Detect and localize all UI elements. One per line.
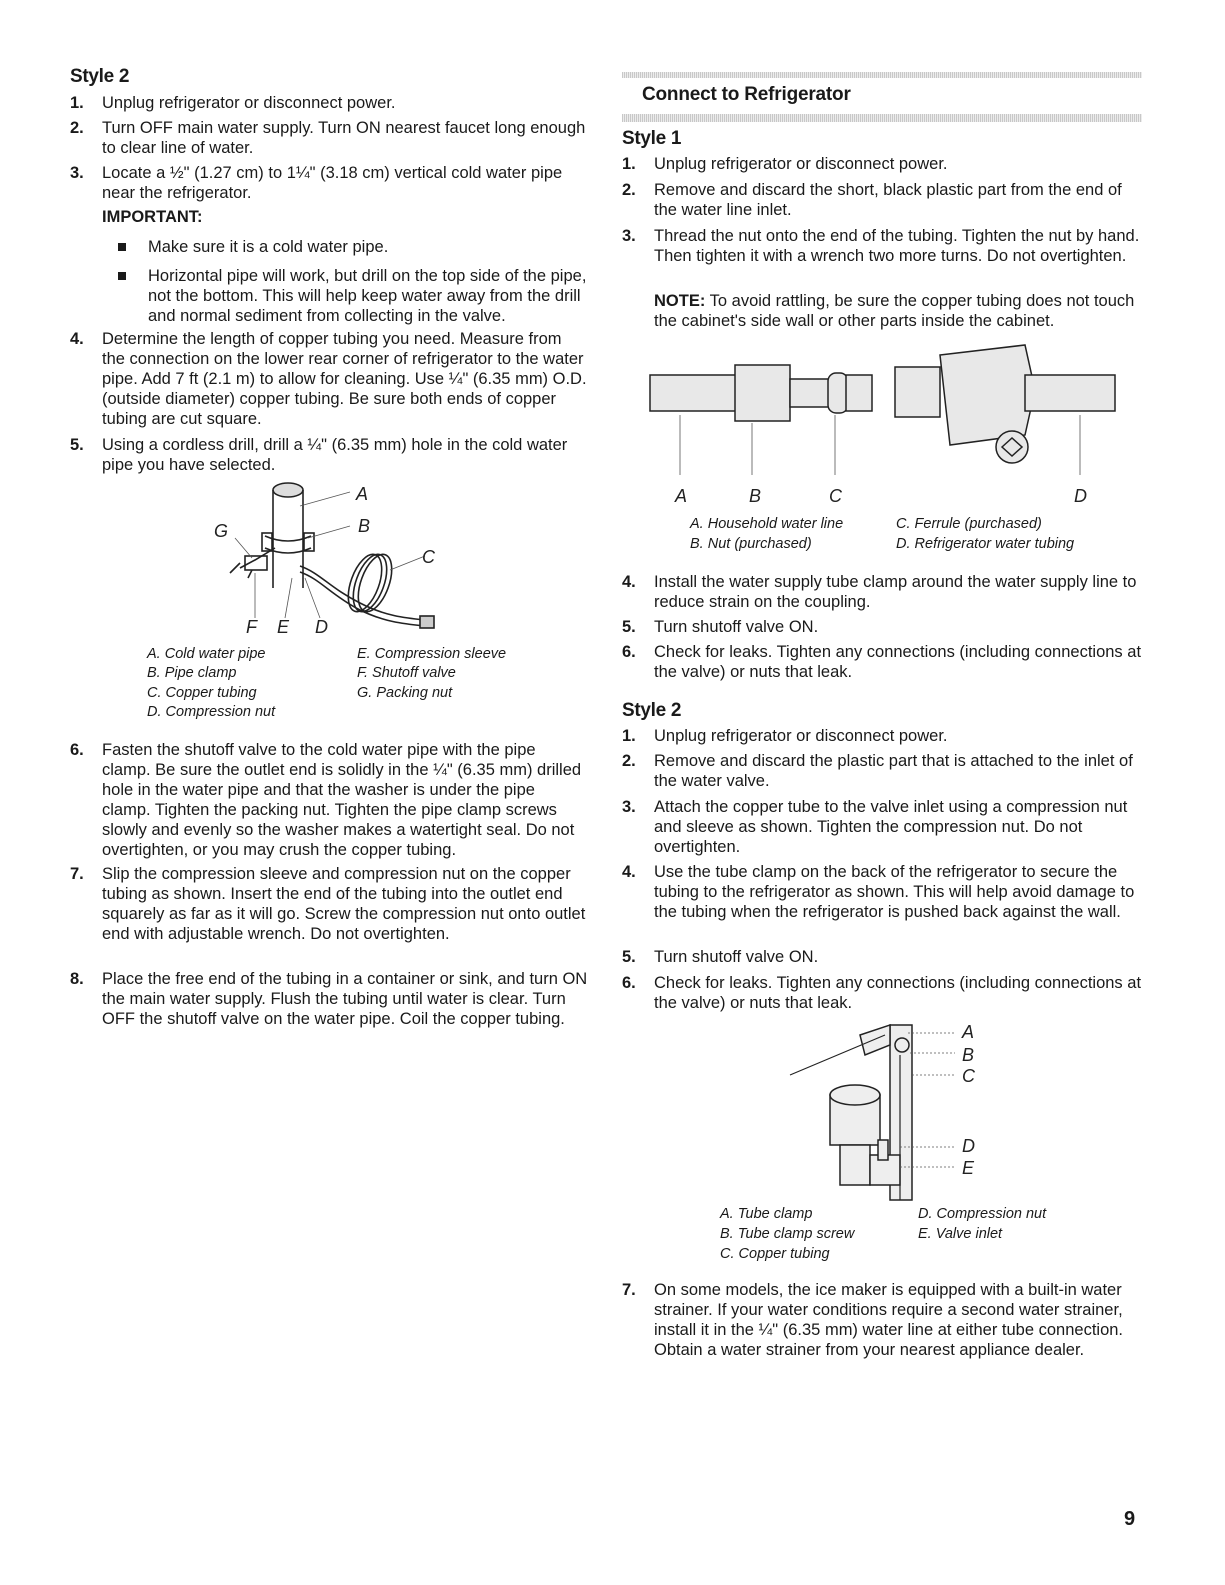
bullet-cold-pipe: Make sure it is a cold water pipe. <box>118 237 588 257</box>
caption-a: A. Cold water pipe <box>147 646 266 662</box>
valve-inlet-diagram <box>790 1015 950 1205</box>
important-label: IMPORTANT: <box>102 208 203 226</box>
fig2-caption-d: D. Compression nut <box>918 1206 1047 1222</box>
fig2-letter-d: D <box>962 1136 975 1156</box>
style2-step-1: 1. Unplug refrigerator or disconnect power. <box>622 727 948 745</box>
section-header <box>622 72 1142 122</box>
step-1: 1. Unplug refrigerator or disconnect power. <box>70 94 396 112</box>
style2-step-6: 6. Check for leaks. Tighten any connections (including connections at the valve) or nuts that leak. <box>622 974 1142 1012</box>
shutoff-valve-diagram <box>200 478 460 638</box>
fig-letter-c: C <box>422 547 435 567</box>
caption-c: C. Copper tubing <box>147 685 257 701</box>
step-3: 3. Locate a ½" (1.27 cm) to 1¼" (3.18 cm) vertical cold water pipe near the refrigerator. <box>70 164 563 202</box>
section-title: Connect to Refrigerator <box>642 84 851 105</box>
fig-letter-f: F <box>246 617 257 637</box>
style1-step-6: 6. Check for leaks. Tighten any connections (including connections at the valve) or nuts that leak. <box>622 643 1142 681</box>
style2-heading: Style 2 <box>70 66 130 87</box>
bullet-horizontal-pipe: Horizontal pipe will work, but drill on the top side of the pipe, not the bottom. This will help keep water away from the drill and normal sediment from collecting in the valve. <box>118 266 588 326</box>
fig1-caption-a: A. Household water line <box>690 516 844 532</box>
page-number: 9 <box>1124 1508 1136 1530</box>
fig2-caption-b: B. Tube clamp screw <box>720 1226 855 1242</box>
fig2-caption-a: A. Tube clamp <box>720 1206 813 1222</box>
style1-heading: Style 1 <box>622 128 682 149</box>
fig1-caption-d: D. Refrigerator water tubing <box>896 536 1075 552</box>
step-2: 2. Turn OFF main water supply. Turn ON nearest faucet long enough to clear line of water. <box>70 119 586 157</box>
fig1-letter-d: D <box>1074 486 1087 506</box>
fig-letter-e: E <box>277 617 290 637</box>
water-line-connection-diagram <box>650 335 1120 485</box>
style2-step-5: 5. Turn shutoff valve ON. <box>622 948 819 966</box>
fig-letter-a: A <box>356 484 369 504</box>
fig1-letter-a: A <box>675 486 688 506</box>
step-8: 8. Place the free end of the tubing in a container or sink, and turn ON the main water supply. Flush the tubing until water is clear. Turn OFF the shutoff valve on the water pipe. Coil the copper tubing. <box>70 970 588 1028</box>
caption-d: D. Compression nut <box>147 704 276 720</box>
step-6: 6. Fasten the shutoff valve to the cold water pipe with the pipe clamp. Be sure the outlet end is solidly in the ¼" (6.35 mm) drilled hole in the water pipe and that the washer is under the pipe clamp. Tighten the packing nut. Tighten the pipe clamp screws slowly and evenly so the washer makes a watertight seal. Do not overtighten, or you may crush the copper tubing. <box>70 741 582 859</box>
step-5: 5. Using a cordless drill, drill a ¼" (6.35 mm) hole in the cold water pipe you have selected. <box>70 436 568 474</box>
step-7: 7. Slip the compression sleeve and compression nut on the copper tubing as shown. Insert the end of the tubing into the outlet end squarely as far as it will go. Screw the compression nut onto outlet end with adjustable wrench. Do not overtighten. <box>70 865 586 943</box>
fig1-caption-c: C. Ferrule (purchased) <box>896 516 1042 532</box>
style1-step-1: 1. Unplug refrigerator or disconnect power. <box>622 155 948 173</box>
fig-letter-g: G <box>214 521 229 541</box>
fig2-letter-a: A <box>962 1022 975 1042</box>
fig1-letter-c: C <box>829 486 842 506</box>
fig2-letter-c: C <box>962 1066 975 1086</box>
fig2-caption-c: C. Copper tubing <box>720 1246 830 1262</box>
style2-step-2: 2. Remove and discard the plastic part that is attached to the inlet of the water valve. <box>622 752 1133 790</box>
style2-step-3: 3. Attach the copper tube to the valve inlet using a compression nut and sleeve as shown. Tighten the compression nut. Do not overtighten. <box>622 798 1128 856</box>
style1-step-2: 2. Remove and discard the short, black plastic part from the end of the water line inlet. <box>622 181 1122 219</box>
caption-e: E. Compression sleeve <box>357 646 507 662</box>
fig2-caption-e: E. Valve inlet <box>918 1226 1003 1242</box>
fig-letter-b: B <box>358 516 371 536</box>
caption-f: F. Shutoff valve <box>357 665 456 681</box>
step-4: 4. Determine the length of copper tubing you need. Measure from the connection on the lower rear corner of refrigerator to the water pipe. Add 7 ft (2.1 m) to allow for cleaning. Use ¼" (6.35 mm) O.D. (outside diameter) copper tubing. Be sure both ends of copper tubing are cut square. <box>70 330 587 428</box>
style1-step-4: 4. Install the water supply tube clamp around the water supply line to reduce strain on the coupling. <box>622 573 1137 611</box>
style1-step-5: 5. Turn shutoff valve ON. <box>622 618 819 636</box>
style2-right-heading: Style 2 <box>622 700 682 721</box>
caption-b: B. Pipe clamp <box>147 665 237 681</box>
style1-step-3: 3. Thread the nut onto the end of the tubing. Tighten the nut by hand. Then tighten it with a wrench two more turns. Do not overtighten. <box>622 227 1140 265</box>
style2-step-4: 4. Use the tube clamp on the back of the refrigerator to secure the tubing to the refrigerator as shown. This will help avoid damage to the tubing when the refrigerator is pushed back against the wall. <box>622 863 1135 921</box>
fig1-letter-b: B <box>749 486 762 506</box>
fig-letter-d: D <box>315 617 328 637</box>
style1-note: NOTE: To avoid rattling, be sure the copper tubing does not touch the cabinet's side wall or other parts inside the cabinet. <box>654 292 1135 330</box>
style2-step-7: 7. On some models, the ice maker is equipped with a built-in water strainer. If your water conditions require a second water strainer, install it in the ¼" (6.35 mm) water line at either tube connection. Obtain a water strainer from your nearest appliance dealer. <box>622 1281 1124 1359</box>
fig2-letter-b: B <box>962 1045 975 1065</box>
caption-g: G. Packing nut <box>357 685 453 701</box>
fig1-caption-b: B. Nut (purchased) <box>690 536 812 552</box>
fig2-letter-e: E <box>962 1158 975 1178</box>
